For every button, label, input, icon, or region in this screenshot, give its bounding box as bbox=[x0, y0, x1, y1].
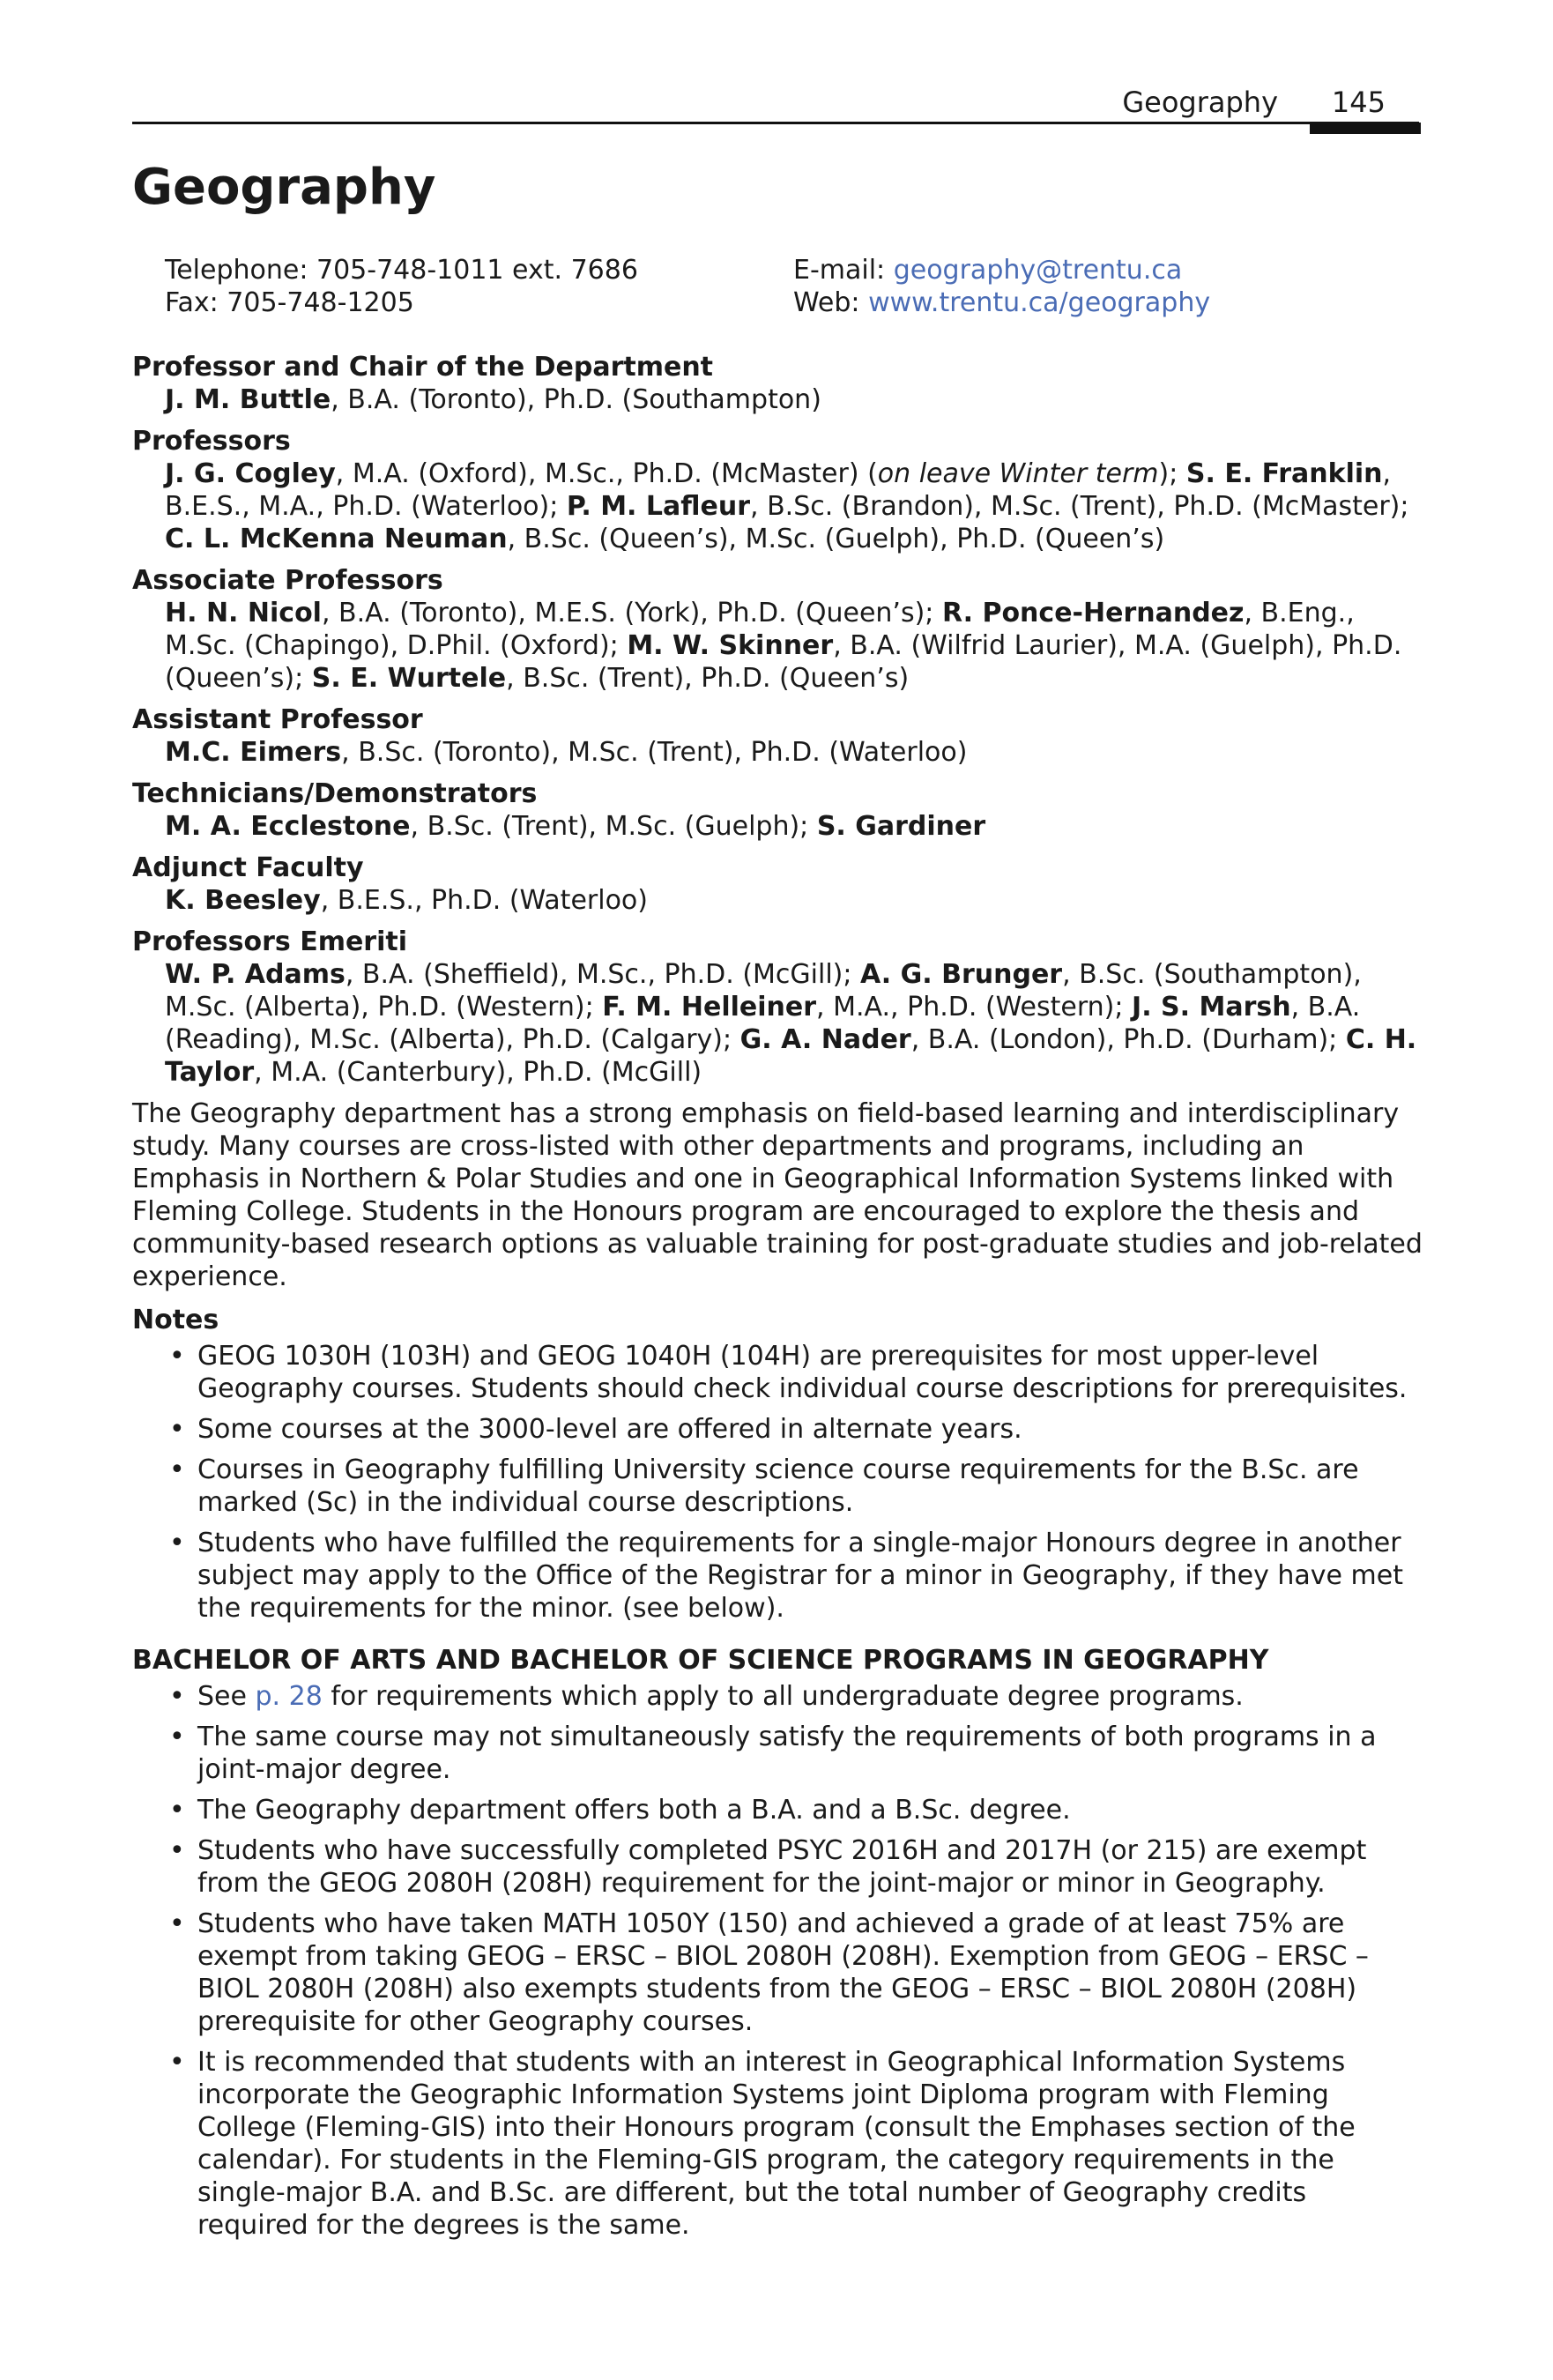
fax: Fax: 705-748-1205 bbox=[165, 287, 414, 318]
faculty-name: G. A. Nader bbox=[739, 1024, 911, 1055]
see-prefix: See bbox=[197, 1681, 256, 1712]
list-item bbox=[132, 1721, 1423, 1786]
faculty-members bbox=[132, 736, 1423, 769]
faculty-note: on leave Winter term bbox=[877, 458, 1159, 489]
faculty-name: C. H. Taylor bbox=[165, 1024, 1417, 1088]
faculty-group bbox=[132, 926, 1423, 1089]
list-item-text: Students who have fulfilled the requirements for a single-major Honours degree in another subject may apply to the Office of the Registrar for a minor in Geography, if they have met the requirements for the minor. (see below). bbox=[197, 1528, 1403, 1624]
faculty-heading: Professors bbox=[132, 426, 291, 457]
page-title: Geography bbox=[132, 159, 436, 216]
faculty-group bbox=[132, 351, 1423, 416]
running-header bbox=[132, 85, 1419, 124]
list-item bbox=[132, 1527, 1423, 1625]
faculty-heading: Assistant Professor bbox=[132, 704, 423, 735]
bullet-icon: • bbox=[169, 1454, 185, 1485]
faculty-credentials: , B.Sc. (Trent), M.Sc. (Guelph); bbox=[410, 811, 817, 842]
web-label: Web: bbox=[793, 287, 869, 318]
faculty-credentials: , B.A. (Wilfrid Laurier), M.A. (Guelph), Ph.D. (Queen’s); bbox=[165, 630, 1402, 694]
list-item-text: The Geography department offers both a B.A. and a B.Sc. degree. bbox=[197, 1795, 1071, 1826]
faculty-name: M.C. Eimers bbox=[165, 737, 342, 768]
faculty-name: F. M. Helleiner bbox=[602, 992, 817, 1023]
list-item bbox=[132, 1680, 1423, 1713]
bullet-icon: • bbox=[169, 1341, 185, 1372]
faculty-credentials: , B.E.S., Ph.D. (Waterloo) bbox=[320, 885, 648, 916]
faculty-heading: Adjunct Faculty bbox=[132, 852, 364, 883]
faculty-name: P. M. Lafleur bbox=[566, 491, 750, 522]
list-item bbox=[132, 1908, 1423, 2038]
faculty-credentials: , B.A. (Toronto), Ph.D. (Southampton) bbox=[331, 384, 821, 415]
faculty-name: M. W. Skinner bbox=[627, 630, 834, 661]
list-item bbox=[132, 1834, 1423, 1900]
bullet-icon: • bbox=[169, 1908, 185, 1939]
header-bar bbox=[1310, 123, 1421, 134]
contact-phone-column bbox=[165, 254, 638, 319]
faculty-credentials: , B.Sc. (Southampton), M.Sc. (Alberta), Ph.D. (Western); bbox=[165, 959, 1362, 1023]
notes-heading: Notes bbox=[132, 1305, 219, 1335]
telephone: Telephone: 705-748-1011 ext. 7686 bbox=[165, 255, 638, 286]
faculty-group bbox=[132, 852, 1423, 917]
list-item-text: Students who have successfully completed PSYC 2016H and 2017H (or 215) are exempt from the GEOG 2080H (208H) requirement for the joint-major or minor in Geography. bbox=[197, 1835, 1367, 1899]
faculty-credentials: , B.Sc. (Trent), Ph.D. (Queen’s) bbox=[506, 663, 910, 694]
list-item bbox=[132, 1454, 1423, 1519]
faculty-name: C. L. McKenna Neuman bbox=[165, 524, 508, 554]
faculty-members bbox=[132, 810, 1423, 843]
running-header-section: Geography bbox=[1122, 86, 1278, 119]
faculty-name: R. Ponce-Hernandez bbox=[941, 598, 1245, 628]
email-label: E-mail: bbox=[793, 255, 894, 286]
faculty-group bbox=[132, 425, 1423, 555]
faculty-credentials: , B.E.S., M.A., Ph.D. (Waterloo); bbox=[165, 458, 1392, 522]
web-line bbox=[793, 286, 1210, 319]
faculty-members bbox=[132, 383, 1423, 416]
page-number: 145 bbox=[1331, 86, 1386, 119]
faculty-group bbox=[132, 564, 1423, 695]
notes-list bbox=[132, 1340, 1423, 1625]
faculty-credentials: , B.Sc. (Brandon), M.Sc. (Trent), Ph.D. (McMaster); bbox=[750, 491, 1409, 522]
faculty-name: H. N. Nicol bbox=[165, 598, 322, 628]
bullet-icon: • bbox=[169, 2047, 185, 2078]
faculty-credentials: , M.A. (Oxford), M.Sc., Ph.D. (McMaster) ( bbox=[335, 458, 878, 489]
faculty-credentials: , B.A. (London), Ph.D. (Durham); bbox=[910, 1024, 1346, 1055]
faculty-heading: Professor and Chair of the Department bbox=[132, 352, 714, 383]
faculty-members bbox=[132, 597, 1423, 695]
faculty-heading: Associate Professors bbox=[132, 565, 443, 596]
bullet-icon: • bbox=[169, 1681, 185, 1712]
faculty-members bbox=[132, 958, 1423, 1089]
faculty-group bbox=[132, 777, 1423, 843]
faculty-name: W. P. Adams bbox=[165, 959, 346, 990]
list-item bbox=[132, 1413, 1423, 1446]
faculty-name: J. S. Marsh bbox=[1132, 992, 1291, 1023]
faculty-credentials: , B.Sc. (Toronto), M.Sc. (Trent), Ph.D. (Waterloo) bbox=[341, 737, 968, 768]
programs-heading: BACHELOR OF ARTS AND BACHELOR OF SCIENCE PROGRAMS IN GEOGRAPHY bbox=[132, 1645, 1269, 1676]
bullet-icon: • bbox=[169, 1722, 185, 1752]
faculty-name: J. G. Cogley bbox=[165, 458, 336, 489]
faculty-credentials: , B.A. (Sheffield), M.Sc., Ph.D. (McGill); bbox=[345, 959, 861, 990]
faculty-credentials: , B.Sc. (Queen’s), M.Sc. (Guelph), Ph.D. (Queen’s) bbox=[507, 524, 1165, 554]
faculty-heading: Professors Emeriti bbox=[132, 926, 408, 957]
bullet-icon: • bbox=[169, 1835, 185, 1866]
main-content bbox=[132, 351, 1423, 2250]
list-item bbox=[132, 1340, 1423, 1405]
faculty-name: A. G. Brunger bbox=[860, 959, 1063, 990]
contact-online-column bbox=[793, 254, 1210, 319]
faculty-credentials: , B.A. (Reading), M.Sc. (Alberta), Ph.D. (Calgary); bbox=[165, 992, 1361, 1055]
faculty-members bbox=[132, 884, 1423, 917]
list-item-text: The same course may not simultaneously satisfy the requirements of both programs in a joint-major degree. bbox=[197, 1722, 1377, 1785]
faculty-list bbox=[132, 351, 1423, 1089]
faculty-name: S. Gardiner bbox=[816, 811, 986, 842]
list-item-text: Courses in Geography fulfilling University science course requirements for the B.Sc. are marked (Sc) in the individual course descriptions. bbox=[197, 1454, 1359, 1518]
faculty-credentials: , B.A. (Toronto), M.E.S. (York), Ph.D. (Queen’s); bbox=[321, 598, 942, 628]
department-intro: The Geography department has a strong emphasis on field-based learning and interdisciplinary study. Many courses are cross-listed with other departments and programs, including an Emphasis in Northern & Polar Studies and one in Geographical Information Systems linked with Fleming College. Students in the Honours program are encouraged to explore the thesis and community-based research options as valuable training for post-graduate studies and job-related experience. bbox=[132, 1098, 1423, 1292]
list-item-text: It is recommended that students with an interest in Geographical Information Systems incorporate the Geographic Information Systems joint Diploma program with Fleming College (Fleming-GIS) into their Honours program (consult the Emphases section of the calendar). For students in the Fleming-GIS program, the category requirements in the single-major B.A. and B.Sc. are different, but the total number of Geography credits required for the degrees is the same. bbox=[197, 2047, 1356, 2241]
faculty-name: M. A. Ecclestone bbox=[165, 811, 411, 842]
list-item-text: Some courses at the 3000-level are offered in alternate years. bbox=[197, 1414, 1022, 1445]
bullet-icon: • bbox=[169, 1414, 185, 1445]
programs-list bbox=[132, 1680, 1423, 2242]
web-link[interactable]: www.trentu.ca/geography bbox=[868, 287, 1211, 318]
bullet-icon: • bbox=[169, 1528, 185, 1558]
list-item bbox=[132, 2046, 1423, 2242]
list-item bbox=[132, 1794, 1423, 1826]
faculty-credentials: , M.A. (Canterbury), Ph.D. (McGill) bbox=[254, 1057, 702, 1088]
faculty-group bbox=[132, 703, 1423, 769]
email-link[interactable]: geography@trentu.ca bbox=[893, 255, 1183, 286]
faculty-heading: Technicians/Demonstrators bbox=[132, 778, 538, 809]
bullet-icon: • bbox=[169, 1795, 185, 1826]
list-item-text: GEOG 1030H (103H) and GEOG 1040H (104H) are prerequisites for most upper-level Geography courses. Students should check individual course descriptions for prerequisites. bbox=[197, 1341, 1408, 1404]
faculty-members bbox=[132, 457, 1423, 555]
faculty-name: K. Beesley bbox=[165, 885, 321, 916]
see-suffix: for requirements which apply to all undergraduate degree programs. bbox=[322, 1681, 1244, 1712]
faculty-credentials: , B.Eng., M.Sc. (Chapingo), D.Phil. (Oxford); bbox=[165, 598, 1355, 661]
list-item-text: Students who have taken MATH 1050Y (150) and achieved a grade of at least 75% are exempt from taking GEOG – ERSC – BIOL 2080H (208H). Exemption from GEOG – ERSC – BIOL 2080H (208H) also exempts students from the GEOG – ERSC – BIOL 2080H (208H) prerequisite for other Geography courses. bbox=[197, 1908, 1369, 2037]
email-line bbox=[793, 254, 1210, 286]
faculty-name: J. M. Buttle bbox=[165, 384, 331, 415]
faculty-name: S. E. Franklin bbox=[1185, 458, 1383, 489]
faculty-credentials: , M.A., Ph.D. (Western); bbox=[816, 992, 1133, 1023]
page-link[interactable]: p. 28 bbox=[255, 1681, 323, 1712]
faculty-credentials: ); bbox=[1158, 458, 1186, 489]
faculty-name: S. E. Wurtele bbox=[311, 663, 507, 694]
